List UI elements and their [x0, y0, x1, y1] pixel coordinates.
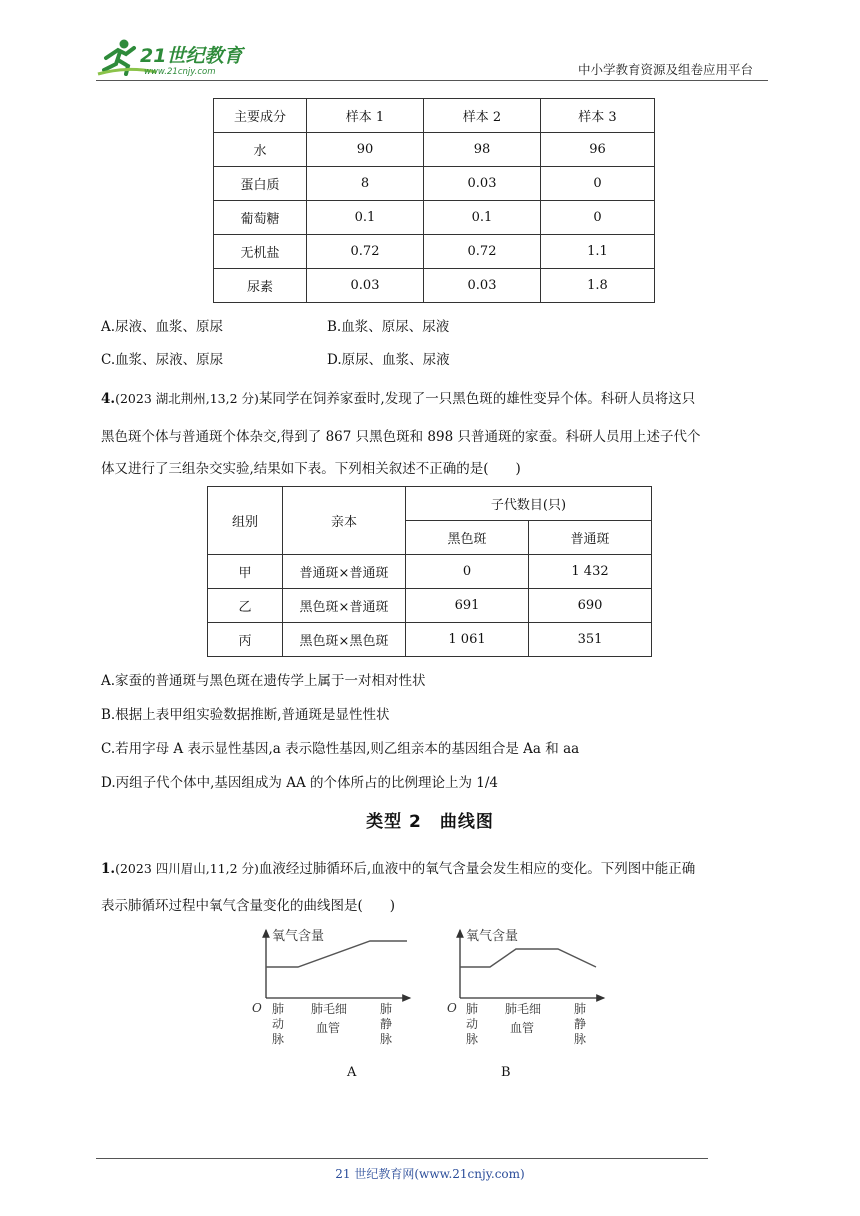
- table-cell: 普通斑×普通斑: [283, 555, 406, 589]
- q3-option-c: C.血浆、尿液、原尿: [101, 352, 224, 368]
- composition-table: [213, 98, 655, 303]
- tick-label: 肺: [574, 1002, 587, 1016]
- tick-label: 脉: [574, 1032, 587, 1046]
- q4-option-b: B.根据上表甲组实验数据推断,普通斑是显性性状: [101, 707, 390, 723]
- table-row: [214, 133, 655, 167]
- table-cell: 1.8: [541, 269, 655, 303]
- tick-label: 脉: [380, 1032, 393, 1046]
- table-cell: 0.72: [424, 235, 541, 269]
- table-cell: 丙: [208, 623, 283, 657]
- graph-b: [446, 924, 616, 1049]
- question-source: (2023 湖北荆州,13,2 分): [115, 391, 259, 406]
- y-axis-label: 氧气含量: [466, 929, 519, 944]
- table-cell: 351: [529, 623, 652, 657]
- tick-label: 肺毛细: [505, 1002, 542, 1016]
- q4-option-a: A.家蚕的普通斑与黑色斑在遗传学上属于一对相对性状: [101, 673, 426, 689]
- table-row: [214, 201, 655, 235]
- table-cell: 1 432: [529, 555, 652, 589]
- graph-b-caption: B: [501, 1065, 511, 1080]
- table-header-cell: 样本 2: [424, 99, 541, 133]
- table-row: [214, 235, 655, 269]
- table-header-cell: 主要成分: [214, 99, 307, 133]
- table-header-cell: 样本 3: [541, 99, 655, 133]
- oxygen-curve: [460, 949, 596, 967]
- q4-stem-line2: 黑色斑个体与普通斑个体杂交,得到了 867 只黑色斑和 898 只普通斑的家蚕。科研人员用上述子代个: [101, 429, 701, 445]
- table-cell: 黑色斑×黑色斑: [283, 623, 406, 657]
- table-cell: 甲: [208, 555, 283, 589]
- tick-label: 静: [380, 1017, 393, 1031]
- origin-label: O: [447, 1001, 457, 1015]
- footer-link[interactable]: 21 世纪教育网(www.21cnjy.com): [335, 1167, 525, 1181]
- oxygen-curve: [266, 941, 407, 967]
- table-cell: 0.03: [307, 269, 424, 303]
- table-cell: 黑色斑×普通斑: [283, 589, 406, 623]
- table-cell: 尿素: [214, 269, 307, 303]
- table-cell: 葡萄糖: [214, 201, 307, 235]
- q3-option-d: D.原尿、血浆、尿液: [327, 352, 450, 368]
- table-cell: 0.03: [424, 269, 541, 303]
- table-cell: 0.03: [424, 167, 541, 201]
- q4-option-d: D.丙组子代个体中,基因组成为 AA 的个体所占的比例理论上为 1/4: [101, 775, 499, 791]
- table-cell: 98: [424, 133, 541, 167]
- graph-a-caption: A: [347, 1065, 357, 1080]
- graph-a: [250, 924, 420, 1049]
- table-header-cell: 亲本: [283, 487, 406, 555]
- tick-label: 肺: [380, 1002, 393, 1016]
- table-cell: 690: [529, 589, 652, 623]
- tick-label: 脉: [272, 1032, 285, 1046]
- tick-label: 动: [272, 1017, 285, 1031]
- table-cell: 乙: [208, 589, 283, 623]
- table-row: [208, 555, 652, 589]
- question-number: 1.: [101, 861, 116, 877]
- platform-name: 中小学教育资源及组卷应用平台: [578, 62, 754, 77]
- tick-label: 血管: [316, 1021, 341, 1035]
- q3-option-a: A.尿液、血浆、原尿: [101, 319, 224, 335]
- table-cell: 691: [406, 589, 529, 623]
- cross-results-table: [207, 486, 652, 657]
- table-row: [214, 167, 655, 201]
- site-logo: [96, 36, 256, 78]
- section-title: 类型 2 曲线图: [366, 812, 494, 832]
- x-axis-labels: [272, 1001, 392, 1046]
- table-header-row: [214, 99, 655, 133]
- origin-label: O: [252, 1001, 262, 1015]
- table-header-cell: 黑色斑: [406, 521, 529, 555]
- q4-stem-line1: [101, 387, 695, 407]
- table-row: [208, 623, 652, 657]
- table-cell: 1.1: [541, 235, 655, 269]
- table-header-cell: 子代数目(只): [406, 487, 652, 521]
- table-header-cell: 样本 1: [307, 99, 424, 133]
- header-divider: [96, 80, 768, 81]
- table-cell: 96: [541, 133, 655, 167]
- tick-label: 动: [466, 1017, 479, 1031]
- table-cell: 0: [541, 201, 655, 235]
- x-axis-labels: [466, 1001, 586, 1046]
- tick-label: 静: [574, 1017, 587, 1031]
- table-cell: 蛋白质: [214, 167, 307, 201]
- q1-stem-line2: 表示肺循环过程中氧气含量变化的曲线图是( ): [101, 898, 396, 914]
- table-header-cell: 普通斑: [529, 521, 652, 555]
- svg-text:21世纪教育: 21世纪教育: [140, 45, 243, 67]
- table-cell: 0.72: [307, 235, 424, 269]
- table-cell: 水: [214, 133, 307, 167]
- svg-text:www.21cnjy.com: www.21cnjy.com: [144, 67, 216, 77]
- table-cell: 90: [307, 133, 424, 167]
- tick-label: 肺毛细: [311, 1002, 348, 1016]
- q4-option-c: C.若用字母 A 表示显性基因,a 表示隐性基因,则乙组亲本的基因组合是 Aa 和 aa: [101, 741, 580, 757]
- table-cell: 0.1: [307, 201, 424, 235]
- question-text: 某同学在饲养家蚕时,发现了一只黑色斑的雄性变异个体。科研人员将这只: [258, 391, 696, 407]
- table-cell: 0: [541, 167, 655, 201]
- table-header-cell: 组别: [208, 487, 283, 555]
- y-axis-label: 氧气含量: [272, 929, 325, 944]
- question-source: (2023 四川眉山,11,2 分): [115, 861, 259, 876]
- q3-option-b: B.血浆、原尿、尿液: [327, 319, 450, 335]
- table-row: [208, 589, 652, 623]
- table-cell: 1 061: [406, 623, 529, 657]
- table-cell: 0.1: [424, 201, 541, 235]
- tick-label: 肺: [466, 1002, 479, 1016]
- table-cell: 0: [406, 555, 529, 589]
- table-cell: 无机盐: [214, 235, 307, 269]
- tick-label: 血管: [510, 1021, 535, 1035]
- footer-divider: [96, 1158, 708, 1159]
- q1-stem-line1: [101, 857, 695, 877]
- table-header-row: [208, 487, 652, 521]
- question-number: 4.: [101, 391, 116, 407]
- question-text: 血液经过肺循环后,血液中的氧气含量会发生相应的变化。下列图中能正确: [258, 861, 696, 877]
- tick-label: 脉: [466, 1032, 479, 1046]
- table-cell: 8: [307, 167, 424, 201]
- q4-stem-line3: 体又进行了三组杂交实验,结果如下表。下列相关叙述不正确的是( ): [101, 461, 521, 477]
- table-row: [214, 269, 655, 303]
- tick-label: 肺: [272, 1002, 285, 1016]
